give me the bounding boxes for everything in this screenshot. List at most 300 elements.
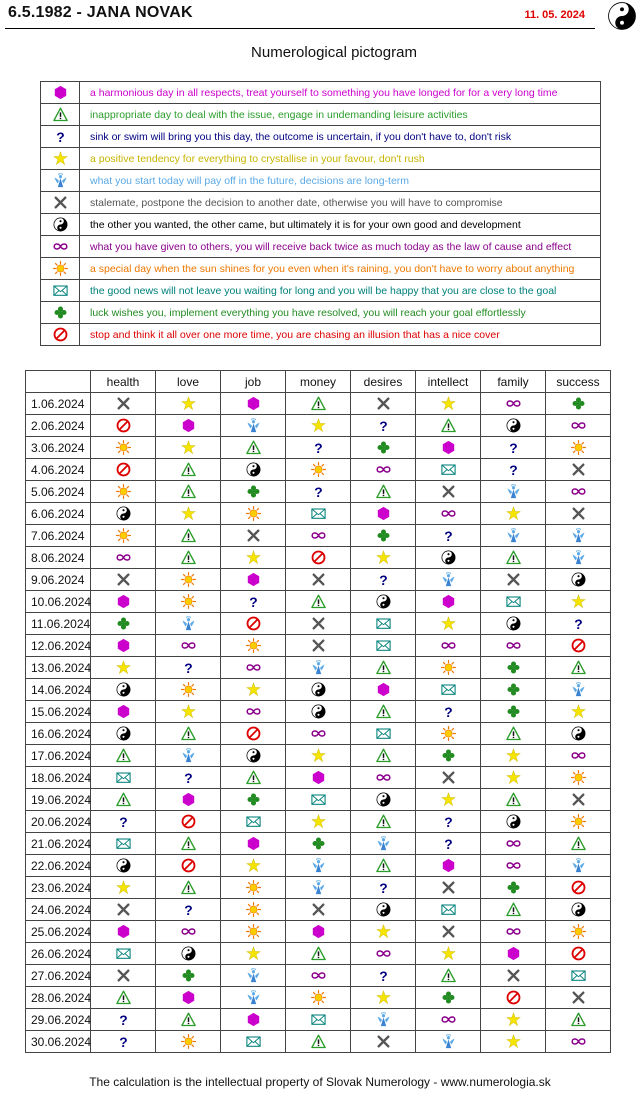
svg-text:?: ? [443,528,453,543]
warning-icon [376,704,391,719]
cell-intellect [416,481,481,503]
cell-success [546,613,611,635]
cell-money [286,415,351,437]
legend-row [41,148,601,170]
corner-cell [26,371,91,393]
column-header-success: success [546,371,611,393]
cell-love [156,613,221,635]
cell-family [481,393,546,415]
clover-icon [246,792,261,807]
cell-love [156,1009,221,1031]
cell-intellect [416,723,481,745]
legend-text: stalemate, postpone the decision to another date, otherwise you will have to compromise [80,192,601,214]
cell-family [481,987,546,1009]
cell-money [286,943,351,965]
cell-money [286,547,351,569]
cell-job [221,745,286,767]
angel-icon [506,484,521,499]
table-row [26,591,611,613]
star-icon [181,440,196,455]
cell-family [481,899,546,921]
clover-icon [441,990,456,1005]
star-icon [506,748,521,763]
question-icon [181,902,196,917]
column-header-family: family [481,371,546,393]
warning-icon [181,528,196,543]
clover-icon [376,440,391,455]
cell-family [481,679,546,701]
legend-icon-cell [41,214,80,236]
cell-family [481,921,546,943]
cell-job [221,481,286,503]
infinity-icon [311,968,326,983]
cell-desires [351,1031,416,1053]
cell-desires [351,987,416,1009]
row-date: 21.06.2024 [26,833,91,855]
cell-desires [351,833,416,855]
yin-yang-icon [506,616,521,631]
envelope-icon [441,682,456,697]
cell-love [156,723,221,745]
yin-yang-icon [116,726,131,741]
legend-row [41,324,601,346]
question-icon [571,616,586,631]
legend-text: a harmonious day in all respects, treat yourself to something you have longed for for a very long time [80,82,601,104]
svg-text:?: ? [55,129,65,144]
svg-text:?: ? [378,968,388,983]
yin-yang-icon [311,704,326,719]
cell-desires [351,789,416,811]
cell-health [91,767,156,789]
cell-family [481,591,546,613]
cell-desires [351,921,416,943]
cell-money [286,525,351,547]
clover-icon [311,836,326,851]
warning-icon [376,858,391,873]
cell-money [286,833,351,855]
table-row [26,965,611,987]
cell-job [221,943,286,965]
yin-yang-icon [571,902,586,917]
cross-icon [116,902,131,917]
cell-job [221,789,286,811]
cell-love [156,569,221,591]
cell-family [481,877,546,899]
infinity-icon [441,638,456,653]
infinity-icon [53,239,68,254]
cell-love [156,503,221,525]
warning-icon [376,484,391,499]
cell-family [481,789,546,811]
legend-row [41,170,601,192]
cell-success [546,943,611,965]
star-icon [181,704,196,719]
yin-yang-icon [376,594,391,609]
svg-text:?: ? [313,484,323,499]
cell-family [481,855,546,877]
table-row [26,1009,611,1031]
question-icon [441,528,456,543]
star-icon [116,660,131,675]
legend-row [41,126,601,148]
cell-health [91,855,156,877]
envelope-icon [53,283,68,298]
sun-icon [246,638,261,653]
cell-success [546,1009,611,1031]
cell-desires [351,767,416,789]
cell-money [286,635,351,657]
warning-icon [116,792,131,807]
cell-money [286,393,351,415]
warning-icon [181,550,196,565]
prohibited-icon [246,616,261,631]
cell-success [546,459,611,481]
cell-intellect [416,569,481,591]
page-subtitle: Numerological pictogram [251,44,417,61]
cross-icon [506,968,521,983]
cell-money [286,657,351,679]
cell-success [546,921,611,943]
cell-health [91,635,156,657]
table-row [26,701,611,723]
svg-text:?: ? [508,462,518,477]
cell-desires [351,415,416,437]
cell-money [286,437,351,459]
cell-success [546,745,611,767]
star-icon [246,858,261,873]
legend-icon-cell [41,192,80,214]
cell-intellect [416,943,481,965]
prohibited-icon [181,858,196,873]
legend-text: the other you wanted, the other came, but ultimately it is for your own good and development [80,214,601,236]
page-header [0,0,640,30]
cell-success [546,437,611,459]
star-icon [506,506,521,521]
table-row [26,1031,611,1053]
prohibited-icon [571,946,586,961]
cell-love [156,899,221,921]
legend-table [40,81,601,346]
angel-icon [571,528,586,543]
cell-desires [351,591,416,613]
infinity-icon [506,396,521,411]
warning-icon [311,946,326,961]
cell-intellect [416,965,481,987]
cell-job [221,437,286,459]
warning-icon [181,726,196,741]
cell-intellect [416,613,481,635]
cell-success [546,547,611,569]
yin-yang-icon [116,858,131,873]
hexagon-icon [116,704,131,719]
legend-row [41,192,601,214]
sun-icon [116,484,131,499]
angel-icon [246,968,261,983]
cell-job [221,613,286,635]
legend-icon-cell [41,126,80,148]
cell-success [546,811,611,833]
sun-icon [311,462,326,477]
cross-icon [311,572,326,587]
legend-text: luck wishes you, implement everything you have resolved, you will reach your goal effortlessly [80,302,601,324]
yin-yang-icon [506,814,521,829]
cross-icon [311,902,326,917]
angel-icon [571,550,586,565]
cell-family [481,415,546,437]
table-row [26,525,611,547]
clover-icon [506,880,521,895]
warning-icon [116,748,131,763]
star-icon [441,946,456,961]
cell-job [221,679,286,701]
row-date: 9.06.2024 [26,569,91,591]
cell-family [481,701,546,723]
angel-icon [376,1012,391,1027]
cell-love [156,943,221,965]
cell-desires [351,701,416,723]
star-icon [506,1012,521,1027]
svg-text:?: ? [443,814,453,829]
cell-love [156,767,221,789]
cross-icon [441,880,456,895]
question-icon [376,572,391,587]
warning-icon [311,1034,326,1049]
prohibited-icon [116,418,131,433]
column-header-desires: desires [351,371,416,393]
envelope-icon [116,946,131,961]
table-row [26,811,611,833]
yin-yang-icon [181,946,196,961]
infinity-icon [376,770,391,785]
star-icon [116,880,131,895]
cell-intellect [416,635,481,657]
cell-job [221,921,286,943]
infinity-icon [506,836,521,851]
cell-love [156,481,221,503]
cell-family [481,767,546,789]
prohibited-icon [571,880,586,895]
cell-money [286,811,351,833]
cell-desires [351,811,416,833]
cross-icon [571,792,586,807]
row-date: 11.06.2024 [26,613,91,635]
svg-text:?: ? [443,704,453,719]
question-icon [116,1034,131,1049]
infinity-icon [246,660,261,675]
legend-icon-cell [41,236,80,258]
column-header-love: love [156,371,221,393]
star-icon [181,506,196,521]
row-date: 18.06.2024 [26,767,91,789]
legend-text: stop and think it all over one more time, you are chasing an illusion that has a nice cover [80,324,601,346]
infinity-icon [571,484,586,499]
cell-money [286,745,351,767]
row-date: 26.06.2024 [26,943,91,965]
cell-money [286,503,351,525]
cell-desires [351,943,416,965]
cell-success [546,591,611,613]
cell-job [221,877,286,899]
cell-desires [351,569,416,591]
question-icon [376,418,391,433]
yin-yang-icon [376,902,391,917]
table-row [26,833,611,855]
cell-intellect [416,899,481,921]
cell-success [546,723,611,745]
cell-job [221,459,286,481]
legend-icon-cell [41,148,80,170]
cell-desires [351,503,416,525]
cell-love [156,679,221,701]
table-row [26,767,611,789]
row-date: 23.06.2024 [26,877,91,899]
hexagon-icon [376,506,391,521]
cell-love [156,459,221,481]
cell-health [91,415,156,437]
cell-health [91,745,156,767]
cell-job [221,1009,286,1031]
row-date: 19.06.2024 [26,789,91,811]
table-row [26,459,611,481]
yin-yang-icon [116,682,131,697]
cross-icon [246,528,261,543]
cell-love [156,987,221,1009]
envelope-icon [311,792,326,807]
sun-icon [246,506,261,521]
column-header-job: job [221,371,286,393]
row-date: 14.06.2024 [26,679,91,701]
angel-icon [376,836,391,851]
table-row [26,393,611,415]
cell-success [546,415,611,437]
warning-icon [181,1012,196,1027]
report-date: 11. 05. 2024 [524,9,585,21]
warning-icon [506,902,521,917]
hexagon-icon [441,440,456,455]
svg-text:?: ? [183,902,193,917]
star-icon [181,396,196,411]
question-icon [116,814,131,829]
cell-intellect [416,877,481,899]
question-icon [53,129,68,144]
envelope-icon [376,638,391,653]
cell-success [546,789,611,811]
cell-desires [351,613,416,635]
cell-health [91,503,156,525]
cell-health [91,833,156,855]
cell-love [156,657,221,679]
cell-health [91,921,156,943]
sun-icon [311,990,326,1005]
angel-icon [181,616,196,631]
clover-icon [376,528,391,543]
cross-icon [116,396,131,411]
warning-icon [441,968,456,983]
legend-row [41,82,601,104]
cell-health [91,789,156,811]
warning-icon [116,990,131,1005]
question-icon [311,440,326,455]
cell-intellect [416,833,481,855]
question-icon [376,880,391,895]
svg-text:?: ? [183,770,193,785]
prohibited-icon [571,638,586,653]
question-icon [311,484,326,499]
infinity-icon [311,528,326,543]
cell-love [156,393,221,415]
cell-family [481,459,546,481]
cell-money [286,701,351,723]
cell-intellect [416,1009,481,1031]
star-icon [506,770,521,785]
table-row [26,437,611,459]
cell-love [156,525,221,547]
hexagon-icon [53,85,68,100]
column-header-health: health [91,371,156,393]
legend-icon-cell [41,324,80,346]
cell-intellect [416,437,481,459]
cell-job [221,833,286,855]
angel-icon [53,173,68,188]
cell-job [221,723,286,745]
infinity-icon [311,726,326,741]
cell-intellect [416,789,481,811]
prohibited-icon [53,327,68,342]
star-icon [571,704,586,719]
cell-money [286,591,351,613]
angel-icon [311,880,326,895]
star-icon [506,1034,521,1049]
row-date: 1.06.2024 [26,393,91,415]
infinity-icon [506,924,521,939]
star-icon [441,616,456,631]
cell-desires [351,481,416,503]
row-date: 25.06.2024 [26,921,91,943]
row-date: 28.06.2024 [26,987,91,1009]
yin-yang-icon [246,462,261,477]
warning-icon [376,748,391,763]
cell-health [91,525,156,547]
cell-success [546,965,611,987]
cross-icon [571,506,586,521]
svg-text:?: ? [443,836,453,851]
cell-desires [351,965,416,987]
warning-icon [506,550,521,565]
cell-family [481,657,546,679]
warning-icon [311,396,326,411]
cell-health [91,679,156,701]
cell-desires [351,437,416,459]
warning-icon [246,440,261,455]
table-row [26,613,611,635]
cell-health [91,547,156,569]
angel-icon [571,858,586,873]
envelope-icon [506,594,521,609]
cell-health [91,1031,156,1053]
envelope-icon [116,770,131,785]
sun-icon [571,814,586,829]
cell-love [156,833,221,855]
legend-row [41,258,601,280]
cell-desires [351,459,416,481]
infinity-icon [441,1012,456,1027]
cell-job [221,591,286,613]
question-icon [441,836,456,851]
cell-desires [351,745,416,767]
legend-text: a positive tendency for everything to crystallise in your favour, don't rush [80,148,601,170]
row-date: 7.06.2024 [26,525,91,547]
row-date: 4.06.2024 [26,459,91,481]
